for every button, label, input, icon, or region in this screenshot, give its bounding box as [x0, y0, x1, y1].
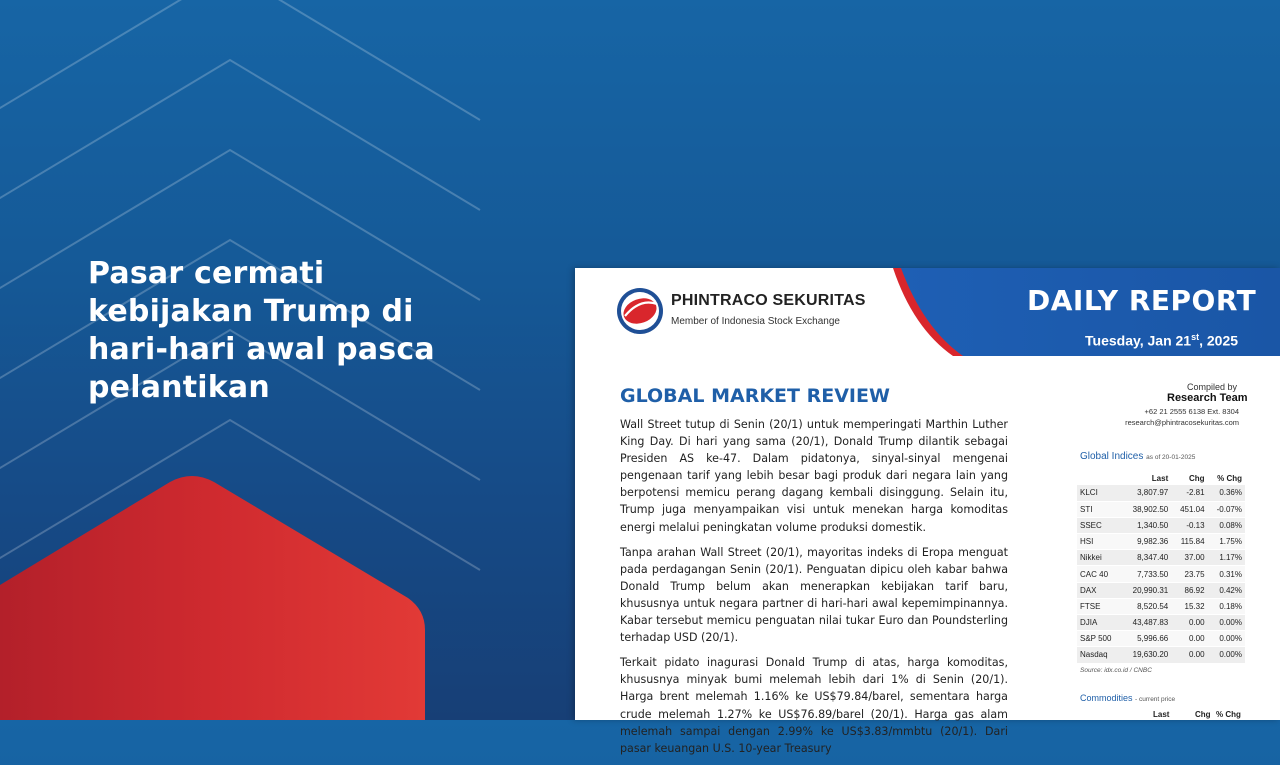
paragraph-3: Terkait pidato inagurasi Donald Trump di atas, harga komoditas, khususnya minyak bumi melemah lebih dari 1% di Senin (20/1). Harga brent melemah 1.16% ke US$79.84/barel, sementara harga crude melemah 1.27% ke US$76.89/barel (20/1). Harga gas alam melemah sampai dengan 2.99% ke US$3.83/mmbtu (20/1). Dari pasar keuangan U.S. 10-year Treasury: [620, 656, 1008, 755]
table-row: DJIA 43,487.83 0.00 0.00%: [1077, 615, 1245, 631]
table-source: Source: idx.co.id / CNBC: [1080, 667, 1152, 674]
global-indices-table: [1077, 471, 1245, 664]
phintraco-logo: [615, 286, 665, 336]
table-row: SSEC 1,340.50 -0.13 0.08%: [1077, 517, 1245, 533]
table-row: HSI 9,982.36 115.84 1.75%: [1077, 534, 1245, 550]
table-row: Nasdaq 19,630.20 0.00 0.00%: [1077, 647, 1245, 663]
table-header-row: Last Chg % Chg: [1151, 473, 1242, 483]
table-row: FTSE 8,520.54 15.32 0.18%: [1077, 598, 1245, 614]
section-title: GLOBAL MARKET REVIEW: [620, 385, 890, 407]
report-document: PHINTRACO SEKURITAS Member of Indonesia Stock Exchange DAILY REPORT Tuesday, Jan 21st, 2025 GLOBAL MARKET REVIEW Wall Street tutup di Senin (20/1) untuk memperingati Marthin Luther King Day. Di hari yang sama (20/1), Donald Trump dilantik sebagai Presiden AS ke-47. Dalam pidatonya, sinyal-sinyal mengenai pengenaan tarif yang lebih besar bagi produk dari negara lain yang berpotensi memicu perang dagang kembali disinggung. Selain itu, Trump juga menyampaikan visi untuk menekan harga komoditas energi melalui peningkatan volume produksi domestik. Tanpa arahan Wall Street (20/1), mayoritas indeks di Eropa menguat pada perdagangan Senin (20/1). Penguatan dipicu oleh kabar bahwa Donald Trump belum akan menerapkan kebijakan tarif baru, khususnya untuk negara partner di hari-hari awal kepemimpinannya. Kabar tersebut memicu penguatan nilai tukar Euro dan Poundsterling terhadap USD (20/1). Terkait pidato inagurasi Donald Trump di atas, harga komoditas, khususnya minyak bumi melemah lebih dari 1% di Senin (20/1). Harga brent melemah 1.16% ke US$79.84/barel, sementara harga crude melemah 1.27% ke US$76.89/barel (20/1). Harga gas alam melemah sampai dengan 2.99% ke US$3.83/mmbtu (20/1). Dari pasar keuangan U.S. 10-year Treasury Compiled by Research Team +62 21 2555 6138 Ext. 8304 research@phintracosekuritas.com Global Indices as of 20-01-2025 Last Chg % Chg KLCI 3,807.97 -2.81 0.36% STI 38,902.50 451.04 -0.07% SSEC 1,340.50 -0.13 0.08% HSI 9,982.36 115.84 1.75% Nikkei 8,347.40 37.00 1.17% CAC 40 7,733.50 23.75 0.31% DAX 20,990.31 86.92 0.42% FTSE 8,520.54 15.32 0.18% DJIA 43,487.83 0.00 0.00% S&P 500 5,996.66 0.00 0.00% Nasdaq 19,630.20 0.00 0.00% Source: idx.co.id / CNBC Commodities - current price Last Chg % Chg: [575, 268, 1280, 720]
table-row: S&P 500 5,996.66 0.00 0.00%: [1077, 631, 1245, 647]
table-row: STI 38,902.50 451.04 -0.07%: [1077, 501, 1245, 517]
research-team: Research Team: [1167, 392, 1248, 404]
compiled-by-label: Compiled by: [1187, 382, 1238, 392]
contact-phone: +62 21 2555 6138 Ext. 8304: [1144, 407, 1239, 416]
table-row: Nikkei 8,347.40 37.00 1.17%: [1077, 550, 1245, 566]
red-chevron-shape: [0, 470, 430, 720]
commodities-title: Commodities - current price: [1080, 693, 1176, 703]
report-date: Tuesday, Jan 21st, 2025: [1085, 332, 1239, 349]
report-body: [620, 416, 1008, 765]
table-row: CAC 40 7,733.50 23.75 0.31%: [1077, 566, 1245, 582]
headline: Pasar cermati kebijakan Trump di hari-hari awal pasca pelantikan: [88, 256, 435, 405]
brand-name: PHINTRACO SEKURITAS: [671, 292, 866, 309]
brand-subtitle: Member of Indonesia Stock Exchange: [671, 316, 840, 327]
global-indices-title: Global Indices as of 20-01-2025: [1080, 451, 1196, 462]
table-row: KLCI 3,807.97 -2.81 0.36%: [1077, 485, 1245, 501]
paragraph-2: Tanpa arahan Wall Street (20/1), mayoritas indeks di Eropa menguat pada perdagangan Senin (20/1). Penguatan dipicu oleh kabar bahwa Donald Trump belum akan menerapkan kebijakan tarif baru, khususnya untuk negara partner di hari-hari awal kepemimpinannya. Kabar tersebut memicu penguatan nilai tukar Euro dan Poundsterling terhadap USD (20/1).: [620, 545, 1008, 645]
table-row: DAX 20,990.31 86.92 0.42%: [1077, 582, 1245, 598]
paragraph-1: Wall Street tutup di Senin (20/1) untuk memperingati Marthin Luther King Day. Di hari yang sama (20/1), Donald Trump dilantik sebagai Presiden AS ke-47. Dalam pidatonya, sinyal-sinyal mengenai pengenaan tarif yang lebih besar bagi produk dari negara lain yang berpotensi memicu perang dagang kembali disinggung. Selain itu, Trump juga menyampaikan visi untuk menekan harga komoditas energi melalui peningkatan volume produksi domestik.: [620, 418, 1008, 534]
daily-report-title: DAILY REPORT: [1027, 284, 1257, 317]
contact-email: research@phintracosekuritas.com: [1125, 418, 1239, 427]
